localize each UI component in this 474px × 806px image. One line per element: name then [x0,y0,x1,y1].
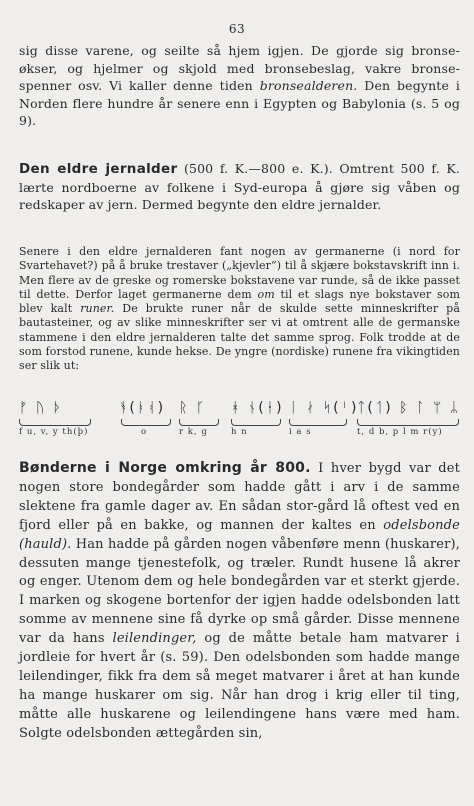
rune-group-5 [289,400,359,448]
rune-transliteration: f u, v, y th(þ) [19,427,89,437]
runes-paragraph [19,245,460,374]
rune-glyphs: ᚠ ᚢ ᚦ [19,400,64,416]
section-dates: (500 f. K.—800 e. K.). [177,161,333,176]
rune-glyphs: ᛁ ᛅ ᛋ(ᛌ) [289,400,359,416]
rune-transliteration: t, d b, p l m r(y) [357,427,443,437]
bronze-age-term: bronsealderen. [259,78,358,93]
farmers-text-1: I hver bygd var det nogen store bondegårder som hadde gått i arv i de samme slektene fra gamle dager av. En sådan stor-gård lå oftest ved en fjord eller på en bakke, og mannen der kaltes en [19,461,460,533]
runes-em-runer: runer. [80,302,115,316]
rune-brace [289,419,347,426]
rune-group-2 [119,400,177,448]
page-number: 63 [228,22,246,36]
section-heading-farmers: Bønderne i Norge omkring år 800. [19,460,311,476]
farmers-text-3: og de måtte betale ham matvarer i jordleie for hvert år (s. 59). Den odelsbonden som hadde mange leilendinger, fikk fra dem så meget matvarer i året at han kunde ha mange huskarer om sig. Når han drog i krig eller til ting, måtte alle huskarene og leilendingene hans være med ham. Solgte odelsbonden ættegården sin, [19,631,460,741]
farmers-em-leilendinger: leilendinger, [112,631,197,647]
rune-transliteration: i a s [289,427,312,437]
rune-glyphs: ᚬ(ᚭᚮ) [119,400,166,416]
farmers-em-odelsbonde: odelsbonde (hauld). [19,517,460,552]
rune-brace [121,419,171,426]
rune-group-3 [179,400,225,448]
rune-transliteration: r k, g [179,427,208,437]
rune-glyphs: ᚱ ᚴ [179,400,207,416]
farmers-paragraph [19,459,460,744]
rune-transliteration: h n [231,427,248,437]
rune-brace [357,419,459,426]
farmers-text-2: Han hadde på gården nogen våbenføre menn (huskarer), dessuten mange tjenestefolk, og træler. Rundt husene lå akrer og enger. Utenom dem og hele bondegården var et sterkt gjerde. I marken og skogene bortenfor der igjen hadde odelsbonden latt somme av mennene sine få dyrke op små gårder. Disse mennene var da hans [19,536,460,647]
runes-text-2: til et slags nye bokstaver som blev kalt [19,287,460,316]
runes-text-3: De brukte runer når de skulde sette minneskrifter på bautasteiner, og av slike minneskrifter ser vi at omtrent alle de germanske stammene i den eldre jernalderen talte det samme sprog. Folk trodde at de som forstod runene, kunde hekse. De yngre (nordiske) runene fra vikingtiden ser slik ut: [19,302,460,373]
section-heading-early-iron-age: Den eldre jernalder [19,161,178,177]
intro-text-tail: Den begynte i Norden flere hundre år senere enn i Egypten og Babylonia (s. 5 og 9). [19,78,460,128]
rune-brace [231,419,281,426]
intro-paragraph [19,42,460,130]
runes-text-1: Senere i den eldre jernalderen fant nogen av germanerne (i nord for Svartehavet?) på å bruke trestaver („kjevler“) til å skjære bokstavskrift inn i. Men flere av de greske og romerske bokstavene var runde, så de ikke passet til dette. Derfor laget germanerne dem [19,245,460,301]
rune-glyphs: ᚼ ᚾ(ᚽ) [231,400,284,416]
rune-group-4 [231,400,287,448]
rune-transliteration: o [141,427,148,437]
section-text: Omtrent 500 f. K. lærte nordboerne av folkene i Syd-europa å gjøre sig våben og redskaper av jern. Dermed begynte den eldre jernalder. [19,161,460,212]
rune-brace [179,419,219,426]
rune-glyphs: ᛏ(ᛐ) ᛒ ᛚ ᛘ ᛦ [357,400,461,416]
rune-alphabet [19,400,460,448]
early-iron-age-paragraph [19,160,460,214]
runes-em-om: om [257,287,275,301]
rune-group-6 [357,400,460,448]
rune-brace [19,419,91,426]
rune-group-1 [19,400,115,448]
intro-text: sig disse varene, og seilte så hjem igjen. De gjorde sig bronse-økser, og hjelmer og skjold med bronsebeslag, vakre bronse-spenner osv. Vi kaller denne tiden [19,43,460,93]
